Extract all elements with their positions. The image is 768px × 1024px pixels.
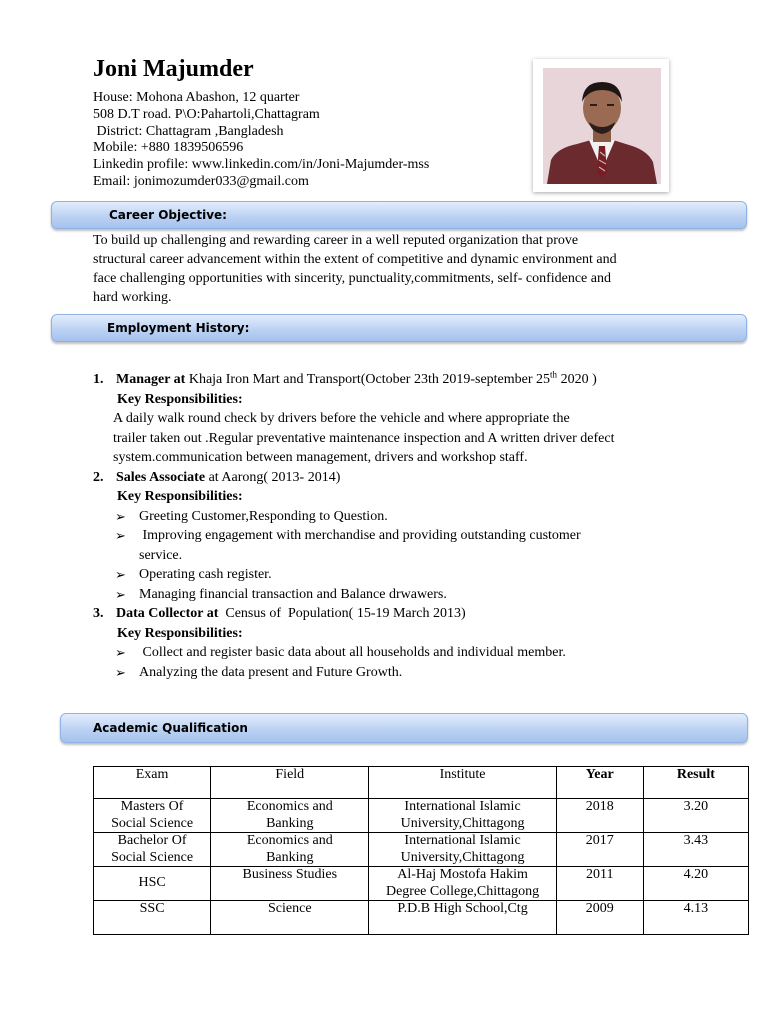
job-number: 1. bbox=[93, 372, 104, 387]
field-cell: Science bbox=[211, 901, 369, 935]
arrow-bullet-icon: ➢ bbox=[115, 528, 126, 543]
arrow-bullet-icon: ➢ bbox=[115, 586, 126, 602]
objective-line: face challenging opportunities with sincerity, punctuality,commitments, self- confidence and bbox=[93, 271, 611, 286]
objective-line: To build up challenging and rewarding career in a well reputed organization that prove bbox=[93, 233, 579, 248]
academic-table bbox=[93, 766, 749, 935]
field-cell: Economics and Banking bbox=[211, 833, 369, 867]
employment-history-heading: Employment History: bbox=[107, 321, 250, 335]
table-row bbox=[94, 799, 749, 833]
address-line-3: District: Chattagram ,Bangladesh bbox=[93, 123, 284, 139]
address-line-2: 508 D.T road. P\O:Pahartoli,Chattagram bbox=[93, 106, 320, 122]
key-responsibilities-label: Key Responsibilities: bbox=[117, 625, 243, 641]
exam-cell: Masters Of Social Science bbox=[94, 799, 211, 833]
table-row bbox=[94, 867, 749, 901]
address-line-1: House: Mohona Abashon, 12 quarter bbox=[93, 90, 300, 105]
field-cell: Economics and Banking bbox=[211, 799, 369, 833]
person-portrait-icon bbox=[543, 68, 661, 184]
table-header-row bbox=[94, 767, 749, 799]
year-cell: 2018 bbox=[556, 799, 643, 833]
employment-list bbox=[93, 370, 693, 682]
result-cell: 4.20 bbox=[643, 867, 748, 901]
responsibility-item: ➢ Operating cash register. bbox=[93, 565, 693, 585]
responsibility-item: ➢ Analyzing the data present and Future Growth. bbox=[93, 663, 693, 683]
job-description-line: system.communication between management, drivers and workshop staff. bbox=[113, 450, 528, 465]
job-title: Data Collector at bbox=[116, 606, 219, 621]
column-header: Year bbox=[556, 767, 643, 799]
job-details: at Aarong( 2013- 2014) bbox=[205, 469, 341, 485]
job-title: Sales Associate bbox=[116, 469, 206, 485]
exam-cell: HSC bbox=[94, 867, 211, 901]
institute-cell: P.D.B High School,Ctg bbox=[369, 901, 556, 935]
profile-photo-frame bbox=[533, 59, 669, 192]
column-header: Institute bbox=[369, 767, 556, 799]
year-cell: 2009 bbox=[556, 901, 643, 935]
result-cell: 3.43 bbox=[643, 833, 748, 867]
responsibility-item: ➢ Greeting Customer,Responding to Question. bbox=[93, 507, 693, 527]
institute-cell: Al-Haj Mostofa Hakim Degree College,Chittagong bbox=[369, 867, 556, 901]
mobile-line: Mobile: +880 1839506596 bbox=[93, 140, 244, 156]
career-objective-header bbox=[51, 201, 747, 229]
responsibility-continuation: service. bbox=[139, 547, 183, 563]
employment-history-header bbox=[51, 314, 747, 342]
academic-qualification-header bbox=[60, 713, 748, 743]
contact-block bbox=[93, 90, 429, 191]
job-number: 2. bbox=[93, 469, 104, 485]
arrow-bullet-icon: ➢ bbox=[115, 664, 126, 680]
column-header: Field bbox=[211, 767, 369, 799]
responsibility-item: ➢ Improving engagement with merchandise and providing outstanding customer bbox=[93, 526, 693, 546]
candidate-name: Joni Majumder bbox=[93, 56, 254, 82]
job-title-line bbox=[93, 468, 693, 488]
job-title-line bbox=[93, 370, 693, 390]
job-title-line bbox=[93, 604, 693, 624]
institute-cell: International Islamic University,Chittagong bbox=[369, 833, 556, 867]
career-objective-heading: Career Objective: bbox=[109, 208, 227, 222]
arrow-bullet-icon: ➢ bbox=[115, 645, 126, 660]
responsibility-item: ➢ Managing financial transaction and Balance drwawers. bbox=[93, 585, 693, 605]
year-cell: 2017 bbox=[556, 833, 643, 867]
job-description-line: A daily walk round check by drivers before the vehicle and where appropriate the bbox=[113, 411, 570, 426]
column-header: Result bbox=[643, 767, 748, 799]
exam-cell: Bachelor Of Social Science bbox=[94, 833, 211, 867]
job-description-line: trailer taken out .Regular preventative maintenance inspection and A written driver defect bbox=[113, 430, 615, 446]
column-header: Exam bbox=[94, 767, 211, 799]
arrow-bullet-icon: ➢ bbox=[115, 567, 126, 582]
career-objective-text bbox=[93, 231, 683, 307]
arrow-bullet-icon: ➢ bbox=[115, 508, 126, 524]
job-number: 3. bbox=[93, 606, 104, 621]
result-cell: 3.20 bbox=[643, 799, 748, 833]
key-responsibilities-label: Key Responsibilities: bbox=[117, 489, 243, 504]
linkedin-line: Linkedin profile: www.linkedin.com/in/Joni-Majumder-mss bbox=[93, 157, 430, 173]
job-details: Census of Population( 15-19 March 2013) bbox=[218, 606, 466, 621]
field-cell: Business Studies bbox=[211, 867, 369, 901]
exam-cell: SSC bbox=[94, 901, 211, 935]
institute-cell: International Islamic University,Chittagong bbox=[369, 799, 556, 833]
job-details-end: 2020 ) bbox=[557, 372, 597, 387]
job-title: Manager at bbox=[116, 372, 186, 387]
responsibility-item: ➢ Collect and register basic data about all households and individual member. bbox=[93, 643, 693, 663]
table-row bbox=[94, 833, 749, 867]
academic-qualification-heading: Academic Qualification bbox=[93, 721, 248, 735]
ordinal-suffix: th bbox=[550, 369, 558, 380]
objective-line: structural career advancement within the extent of competitive and dynamic environment and bbox=[93, 252, 617, 267]
job-details: Khaja Iron Mart and Transport(October 23th 2019-september 25 bbox=[185, 372, 551, 387]
email-line: Email: jonimozumder033@gmail.com bbox=[93, 173, 309, 189]
result-cell: 4.13 bbox=[643, 901, 748, 935]
profile-photo bbox=[543, 68, 661, 184]
table-row bbox=[94, 901, 749, 935]
year-cell: 2011 bbox=[556, 867, 643, 901]
key-responsibilities-label: Key Responsibilities: bbox=[117, 391, 243, 407]
objective-line: hard working. bbox=[93, 290, 172, 305]
